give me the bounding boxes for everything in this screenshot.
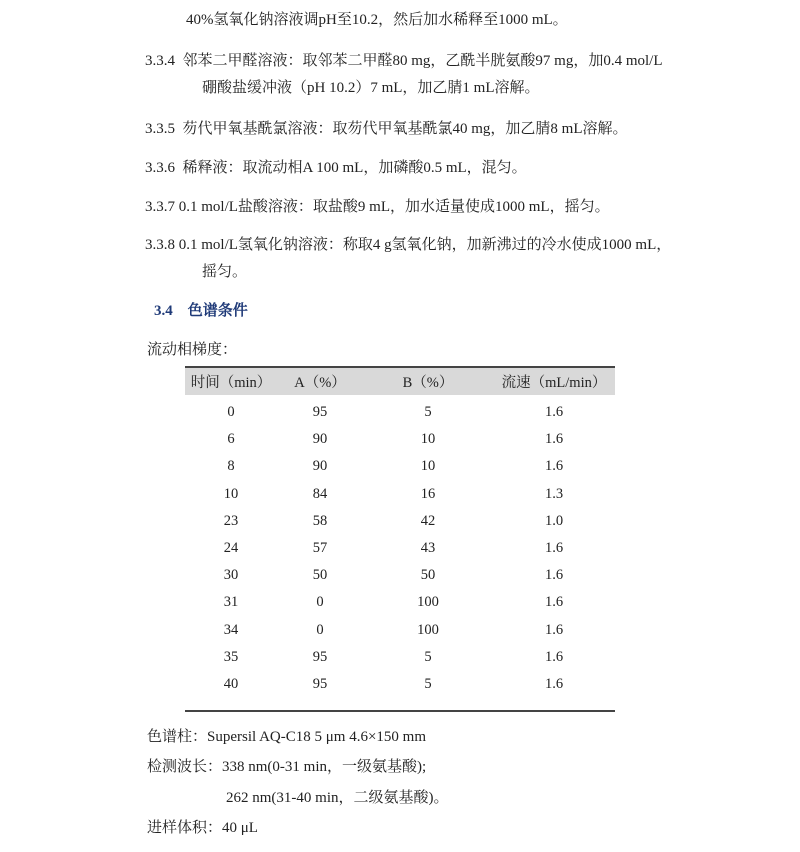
- cell-time: 23: [223, 512, 239, 529]
- table-row: [185, 453, 615, 480]
- cell-flow: 1.6: [544, 648, 564, 665]
- cell-a: 50: [312, 567, 328, 584]
- table-row: [185, 426, 615, 453]
- header-b: B（%）: [402, 375, 454, 391]
- table-row: [185, 508, 615, 535]
- cell-flow: 1.6: [544, 540, 564, 557]
- cell-time: 34: [223, 621, 239, 638]
- item-text: 芴代甲氧基酰氯溶液：取芴代甲氧基酰氯40 mg，加乙腈8 mL溶解。: [182, 121, 628, 137]
- cell-time: 35: [223, 648, 239, 665]
- item-number: 3.3.5: [145, 121, 175, 137]
- cell-time: 30: [223, 567, 239, 584]
- item-text: 0.1 mol/L盐酸溶液：取盐酸9 mL，加水适量使成1000 mL，摇匀。: [178, 199, 610, 215]
- cell-a: 58: [312, 512, 328, 529]
- cell-flow: 1.6: [493, 671, 615, 711]
- cell-time: 10: [223, 485, 239, 502]
- section-number: 3.4: [154, 303, 173, 319]
- table-row: [185, 644, 615, 671]
- cell-a: 95: [312, 404, 328, 421]
- item-3-3-8-continuation: 摇匀。: [202, 264, 248, 280]
- item-text: 0.1 mol/L氢氧化钠溶液：称取4 g氢氧化钠，加新沸过的冷水使成1000 mL，: [178, 237, 672, 253]
- table-row: [185, 671, 615, 711]
- paragraph-continuation: 40%氢氧化钠溶液调pH至10.2，然后加水稀释至1000 mL。: [186, 12, 568, 28]
- cell-flow: 1.6: [544, 594, 564, 611]
- item-number: 3.3.8: [145, 237, 175, 253]
- cell-b: 10: [420, 458, 436, 475]
- item-3-3-8: [145, 235, 671, 255]
- cell-a: 0: [316, 594, 324, 611]
- cell-a: 95: [277, 671, 363, 711]
- wavelength-info: 检测波长：338 nm(0-31 min，一级氨基酸);: [147, 759, 427, 775]
- table-body: [185, 395, 615, 711]
- item-number: 3.3.6: [145, 160, 175, 176]
- cell-time: 8: [227, 458, 235, 475]
- cell-b: 100: [417, 621, 439, 638]
- cell-b: 100: [417, 594, 439, 611]
- cell-a: 90: [312, 458, 328, 475]
- item-number: 3.3.4: [145, 53, 175, 69]
- injection-volume: 进样体积：40 μL: [147, 820, 258, 836]
- header-a: A（%）: [294, 375, 346, 391]
- column-info: 色谱柱：Supersil AQ-C18 5 μm 4.6×150 mm: [147, 729, 427, 745]
- cell-b: 50: [420, 567, 436, 584]
- table-row: [185, 395, 615, 426]
- section-title: 色谱条件: [187, 303, 248, 319]
- cell-b: 10: [420, 431, 436, 448]
- table-row: [185, 562, 615, 589]
- cell-time: 24: [223, 540, 239, 557]
- cell-b: 5: [363, 671, 493, 711]
- cell-time: 6: [227, 431, 235, 448]
- header-time: 时间（min）: [190, 375, 272, 391]
- gradient-label: 流动相梯度：: [147, 342, 238, 358]
- cell-a: 95: [312, 648, 328, 665]
- cell-flow: 1.6: [544, 621, 564, 638]
- cell-b: 43: [420, 540, 436, 557]
- cell-a: 84: [312, 485, 328, 502]
- item-text: 邻苯二甲醛溶液：取邻苯二甲醛80 mg，乙酰半胱氨酸97 mg，加0.4 mol/L: [182, 53, 663, 69]
- cell-a: 0: [316, 621, 324, 638]
- table-header-row: [185, 367, 615, 395]
- cell-flow: 1.3: [544, 485, 564, 502]
- cell-flow: 1.6: [544, 567, 564, 584]
- item-3-3-4-continuation: 硼酸盐缓冲液（pH 10.2）7 mL，加乙腈1 mL溶解。: [202, 80, 540, 96]
- item-3-3-5: [145, 119, 628, 139]
- cell-b: 42: [420, 512, 436, 529]
- section-heading: [154, 301, 248, 321]
- gradient-table: [185, 366, 615, 712]
- item-3-3-7: [145, 197, 610, 217]
- cell-b: 5: [424, 648, 432, 665]
- item-number: 3.3.7: [145, 199, 175, 215]
- cell-b: 5: [424, 404, 432, 421]
- table-row: [185, 589, 615, 616]
- wavelength-info-continued: 262 nm(31-40 min，二级氨基酸)。: [226, 790, 449, 806]
- cell-flow: 1.6: [544, 458, 564, 475]
- header-flow: 流速（mL/min）: [501, 375, 607, 391]
- cell-flow: 1.6: [544, 404, 564, 421]
- cell-time: 0: [227, 404, 235, 421]
- cell-b: 16: [420, 485, 436, 502]
- item-3-3-4: [145, 51, 663, 71]
- table-row: [185, 617, 615, 644]
- table-row: [185, 535, 615, 562]
- cell-time: 31: [223, 594, 239, 611]
- cell-time: 40: [185, 671, 277, 711]
- item-3-3-6: [145, 158, 527, 178]
- cell-a: 57: [312, 540, 328, 557]
- item-text: 稀释液：取流动相A 100 mL，加磷酸0.5 mL，混匀。: [182, 160, 527, 176]
- cell-a: 90: [312, 431, 328, 448]
- cell-flow: 1.0: [544, 512, 564, 529]
- table-row: [185, 481, 615, 508]
- cell-flow: 1.6: [544, 431, 564, 448]
